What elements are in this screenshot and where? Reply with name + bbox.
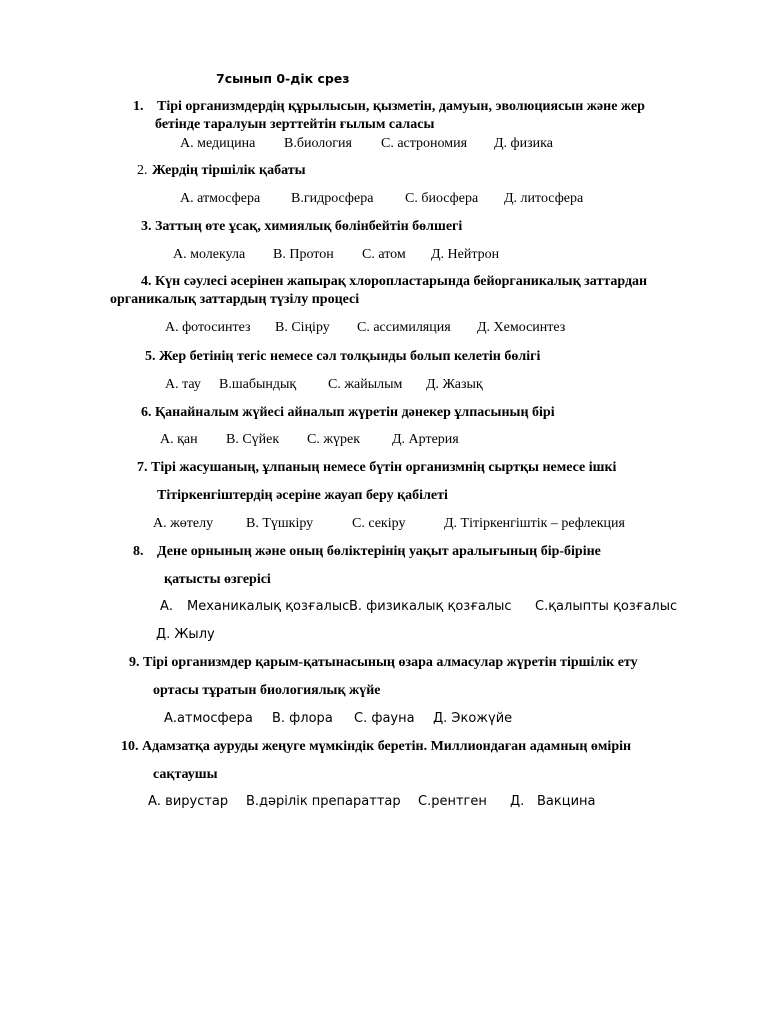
question-5-text: 5. Жер бетінің тегіс немесе сәл толқынды болып келетін бөлігі	[145, 349, 541, 364]
question-7-option-b[interactable]: В. Түшкіру	[246, 516, 314, 531]
question-10-option-b[interactable]: В.дәрілік препараттар	[246, 794, 401, 809]
question-6-option-b[interactable]: В. Сүйек	[226, 432, 280, 447]
question-3-text: 3. Заттың өте ұсақ, химиялық бөлінбейтін бөлшегі	[141, 219, 463, 234]
question-10-option-a[interactable]: А. вирустар	[148, 794, 229, 809]
question-7-option-a[interactable]: А. жөтелу	[153, 516, 214, 531]
question-1-option-d[interactable]: Д. физика	[494, 136, 553, 151]
question-10-option-d[interactable]: Д.	[510, 794, 525, 809]
question-10-option-d-text[interactable]: Вакцина	[537, 794, 596, 809]
question-7-text-cont: Тітіркенгіштердің әсеріне жауап беру қабілеті	[157, 488, 448, 503]
question-4-option-a[interactable]: А. фотосинтез	[165, 320, 251, 335]
question-6-option-a[interactable]: А. қан	[160, 432, 198, 447]
question-6-option-c[interactable]: С. жүрек	[307, 432, 361, 447]
question-9-option-a[interactable]: А.атмосфера	[164, 711, 253, 726]
question-9-option-c[interactable]: С. фауна	[354, 711, 415, 726]
question-2-option-b[interactable]: В.гидросфера	[291, 191, 374, 206]
question-4-option-d[interactable]: Д. Хемосинтез	[477, 320, 566, 335]
question-4-option-b[interactable]: В. Сіңіру	[275, 320, 330, 335]
question-8-text: Дене орнының және оның бөліктерінің уақыт аралығының бір-біріне	[157, 544, 601, 559]
question-4-text-cont: органикалық заттардың түзілу процесі	[110, 292, 360, 307]
question-9-option-b[interactable]: В. флора	[272, 711, 333, 726]
question-2-option-d[interactable]: Д. литосфера	[504, 191, 584, 206]
question-10-text-cont: сақтаушы	[153, 767, 218, 782]
question-1-text: Тірі организмдердің құрылысын, қызметін, дамуын, эволюциясын және жер	[157, 99, 645, 114]
question-1-option-b[interactable]: В.биология	[284, 136, 352, 151]
question-8-option-a-text[interactable]: Механикалық қозғалыс	[187, 599, 350, 614]
question-6-option-d[interactable]: Д. Артерия	[392, 432, 459, 447]
question-3-option-d[interactable]: Д. Нейтрон	[431, 247, 500, 262]
question-4-text: 4. Күн сәулесі әсерінен жапырақ хлоропластарында бейорганикалық заттардан	[141, 274, 648, 289]
question-10-option-c[interactable]: С.рентген	[418, 794, 487, 809]
question-7-option-c[interactable]: С. секіру	[352, 516, 406, 531]
question-10-text: 10. Адамзатқа ауруды жеңуге мүмкіндік беретін. Миллиондаған адамның өмірін	[121, 739, 632, 754]
question-3-option-a[interactable]: А. молекула	[173, 247, 246, 262]
question-8-option-d[interactable]: Д. Жылу	[156, 627, 215, 642]
question-1-option-c[interactable]: С. астрономия	[381, 136, 468, 151]
question-5-option-a[interactable]: А. тау	[165, 377, 201, 392]
question-1-text-cont: бетінде таралуын зерттейтін ғылым саласы	[155, 117, 435, 132]
question-5-option-b[interactable]: В.шабындық	[219, 377, 297, 392]
question-3-option-c[interactable]: С. атом	[362, 247, 406, 262]
question-4-option-c[interactable]: С. ассимиляция	[357, 320, 451, 335]
question-8-option-c[interactable]: С.қалыпты қозғалыс	[535, 599, 678, 614]
question-2-option-c[interactable]: С. биосфера	[405, 191, 479, 206]
question-1-number: 1.	[133, 99, 144, 114]
question-8-option-a[interactable]: А.	[160, 599, 174, 614]
question-8-number: 8.	[133, 544, 144, 559]
question-2-text: Жердің тіршілік қабаты	[152, 163, 306, 178]
question-9-option-d[interactable]: Д. Экожүйе	[433, 711, 513, 726]
question-9-text-cont: ортасы тұратын биологиялық жүйе	[153, 683, 381, 698]
question-1-option-a[interactable]: А. медицина	[180, 136, 256, 151]
question-5-option-d[interactable]: Д. Жазық	[426, 377, 483, 392]
question-2-option-a[interactable]: А. атмосфера	[180, 191, 261, 206]
question-8-option-b[interactable]: В. физикалық қозғалыс	[349, 599, 512, 614]
question-9-text: 9. Тірі организмдер қарым-қатынасының өзара алмасулар жүретін тіршілік ету	[129, 655, 638, 670]
question-7-text: 7. Тірі жасушаның, ұлпаның немесе бүтін организмнің сыртқы немесе ішкі	[137, 460, 617, 475]
question-7-option-d[interactable]: Д. Тітіркенгіштік – рефлекция	[444, 516, 625, 531]
question-3-option-b[interactable]: В. Протон	[273, 247, 334, 262]
question-6-text: 6. Қанайналым жүйесі айналып жүретін дәнекер ұлпасының бірі	[141, 405, 555, 420]
question-5-option-c[interactable]: С. жайылым	[328, 377, 403, 392]
question-2-number: 2.	[137, 163, 148, 178]
page-title: 7сынып 0-дік срез	[216, 71, 350, 86]
question-8-text-cont: қатысты өзгерісі	[164, 572, 271, 587]
